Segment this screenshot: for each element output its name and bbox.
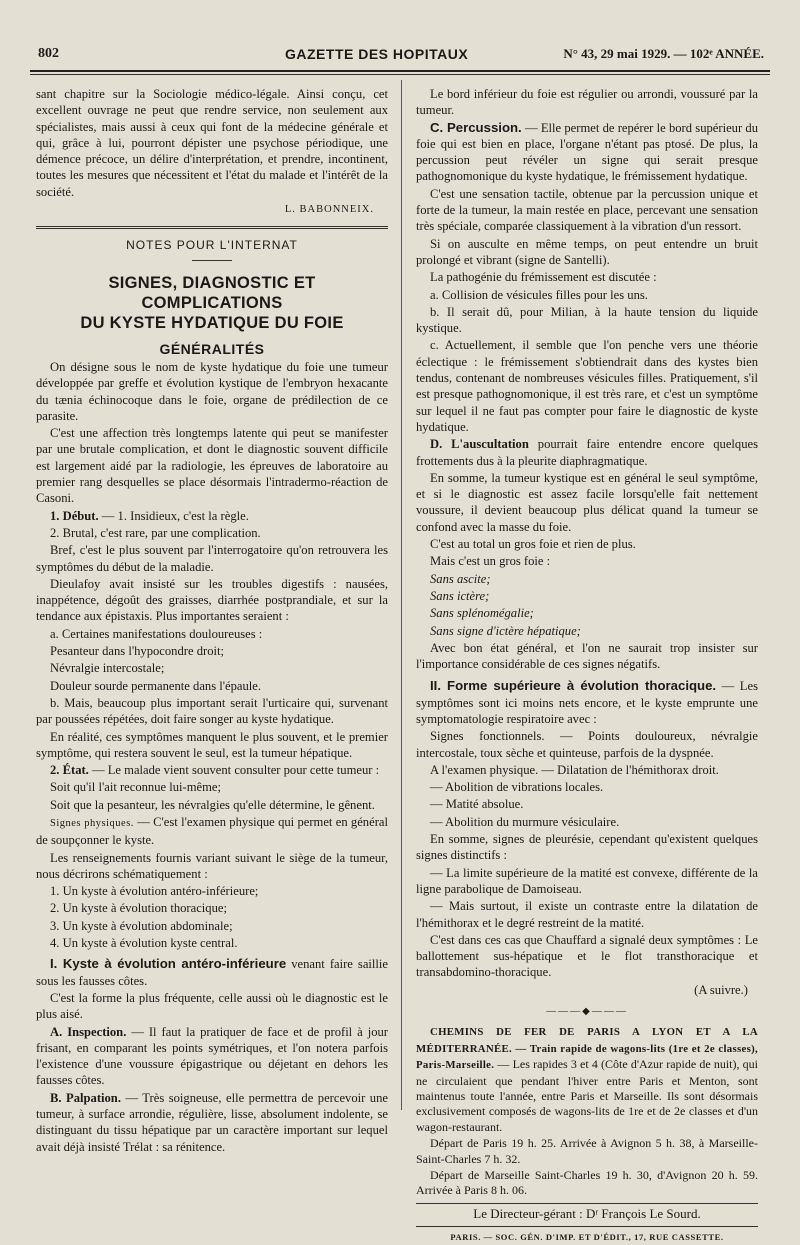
list-item [416, 623, 758, 639]
paragraph: Les renseignements fournis variant suivant le siège de la tumeur, nous décrirons schématiquement : [36, 850, 388, 881]
paragraph: En somme, signes de pleurésie, cependant qu'existent quelques signes distinctifs : [416, 832, 758, 863]
section-divider [36, 226, 388, 229]
printer-line: PARIS. — SOC. GÉN. D'IMP. ET D'ÉDIT., 17, RUE CASSETTE. [450, 1232, 724, 1243]
palpation-text: — Très soigneuse, elle permettra de percevoir une tumeur, à surface arrondie, régulière, lisse, absolument indolente, se distinguant du tissu hépatique par un caractère important sur lequel avait déjà insisté Trélat : sa rénitence. [36, 1090, 388, 1154]
signes-text: — C'est l'examen physique qui permet en général de soupçonner le kyste. [36, 814, 388, 848]
list-item: b. Il serait dû, pour Milian, à la haute tension du liquide kystique. [416, 304, 758, 336]
notes-heading: NOTES POUR L'INTERNAT [126, 238, 298, 253]
paragraph: Signes fonctionnels. — Points douloureux, névralgie intercostale, toux sèche et quinteuse, parfois de la dyspnée. [416, 729, 758, 760]
list-item: 1. Un kyste à évolution antéro-inférieure; [50, 884, 259, 899]
paragraph: Dieulafoy avait insisté sur les troubles digestifs : nausées, inappétence, dégoût des graisses, diarrhée postprandiale, et sur la tendance aux épistaxis. Plus importantes seraient : [36, 576, 388, 624]
list-item-text: Sans signe d'ictère hépatique; [430, 623, 581, 638]
list-item: — Abolition du murmure vésiculaire. [430, 814, 620, 829]
palpation-line [36, 1090, 388, 1155]
paragraph: C'est une affection très longtemps latente qui peut se manifester par une brutale complication, et dont le diagnostic souvent difficile est largement aidé par la radiologie, les épreuves de laboratoire au premier rang desquelles se place désormais l'intradermo-réaction de Casoni. [36, 426, 388, 506]
footer-rule [416, 1226, 758, 1227]
section-heading-tail: — Les symptômes sont ici moins nets encore, et le kyste emprunte une symptomatologie respiratoire avec : [416, 679, 758, 726]
rail-heading-line [416, 1024, 758, 1135]
list-item: 4. Un kyste à évolution kyste central. [50, 936, 238, 951]
paragraph: En réalité, ces symptômes manquent le plus souvent, et le premier symptôme, qui restera souvent le seul, est la tumeur hépatique. [36, 729, 388, 760]
article-title-line1: SIGNES, DIAGNOSTIC ET COMPLICATIONS [108, 273, 316, 312]
column-separator [401, 80, 402, 1110]
director-line: Le Directeur-gérant : Dʳ François Le Sourd. [473, 1205, 701, 1221]
percussion-label: C. Percussion. [430, 119, 522, 135]
paragraph: Mais c'est un gros foie : [430, 554, 551, 569]
rail-paragraph: Départ de Paris 19 h. 25. Arrivée à Avignon 5 h. 38, à Marseille-Saint-Charles 7 h. 32. [416, 1136, 758, 1166]
paragraph: Si on ausculte en même temps, on peut entendre un bruit prolongé et vibrant (signe de Santelli). [416, 236, 758, 267]
list-item [416, 605, 758, 621]
journal-title: GAZETTE DES HOPITAUX [285, 46, 469, 62]
rail-text: — Les rapides 3 et 4 (Côte d'Azur rapide de nuit), qui ne circulaient que pendant l'hiver entre Paris et Menton, sont maintenus toute l'année, entre Paris et Marseille. Ils sont désormais exclusivement composés de wagons-lits de 1re et de 2e classes et d'un wagon-restaurant. [416, 1057, 758, 1134]
railway-notice [416, 1024, 758, 1198]
debut-text: — 1. Insidieux, c'est la règle. [101, 508, 249, 523]
list-item: — Matité absolue. [430, 797, 524, 812]
list-item: — La limite supérieure de la matité est convexe, différente de la ligne parabolique de Damoiseau. [416, 865, 758, 896]
section-heading-line [416, 678, 758, 727]
list-item [416, 588, 758, 604]
list-item: Pesanteur dans l'hypocondre droit; [50, 644, 224, 659]
list-item: — Abolition de vibrations locales. [430, 780, 604, 795]
list-item: a. Collision de vésicules filles pour les uns. [430, 287, 648, 302]
list-item: Avec bon état général, et l'on ne saurait trop insister sur l'importance considérable de ces signes négatifs. [416, 640, 758, 672]
article-title-line2: DU KYSTE HYDATIQUE DU FOIE [80, 313, 344, 332]
rail-heading: CHEMINS DE FER DE PARIS A LYON ET A LA MÉDITERRANÉE. — Train rapide de wagons-lits (1re et 2e classes), Paris-Marseille. [416, 1026, 758, 1072]
paragraph: On désigne sous le nom de kyste hydatique du foie une tumeur développée par greffe et évolution kystique de l'embryon hexacante du tænia échinocoque dans le foie, organe de prédilection de ce parasite. [36, 359, 388, 423]
list-item [416, 571, 758, 587]
list-item: Soit que la pesanteur, les névralgies qu'elle détermine, le gênent. [50, 797, 375, 812]
header-rule-thin [30, 74, 770, 75]
header-rule [30, 70, 770, 72]
debut-line [36, 508, 388, 524]
etat-text: — Le malade vient souvent consulter pour cette tumeur : [91, 763, 380, 778]
list-item-text: Sans ictère; [430, 588, 490, 603]
paragraph: Le bord inférieur du foie est régulier ou arrondi, voussuré par la tumeur. [416, 87, 758, 118]
paragraph: C'est dans ces cas que Chauffard a signalé deux symptômes : Le ballottement sus-hépatique et le flot transthoracique et transabdomino-thoracique. [416, 932, 758, 980]
list-heading: a. Certaines manifestations douloureuses : [50, 626, 263, 641]
list-item: Douleur sourde permanente dans l'épaule. [50, 678, 262, 693]
to-be-continued: (A suivre.) [694, 982, 748, 997]
percussion-text: — Elle permet de repérer le bord supérieur du foie qui est bien en place, l'organe n'étant pas ptosé. De plus, la percussion peut révéler un signe qui serait presque pathognomonique du kyste hydatique, le frémissement hydatique. [416, 120, 758, 184]
signes-label: Signes physiques. [50, 817, 134, 829]
footer-rule [416, 1203, 758, 1204]
list-item-text: Sans ascite; [430, 571, 491, 586]
ornament-divider: ———◆——— [546, 1006, 628, 1018]
paragraph: En somme, la tumeur kystique est en général le seul symptôme, et si le diagnostic est assez facile lorsqu'elle fait nettement voussure, il devient beaucoup plus délicat quand la tumeur se confond avec la masse du foie. [416, 470, 758, 534]
debut-label: 1. Début. [50, 508, 99, 523]
signes-line [36, 814, 388, 849]
auscultation-text: pourrait faire entendre encore quelques frottements dus à la pleurite diaphragmatique. [416, 437, 759, 468]
list-item: c. Actuellement, il semble que l'on penche vers une théorie éclectique : le frémissement s'obtiendrait dans des kystes bien tendus, contenant de nombreuses vésicules filles. Pratiquement, s'il est presque pathognomonique, il est très rare, et c'est un symptôme sur lequel il ne faut pas compter pour faire le diagnostic de kyste hydatique. [416, 338, 758, 434]
article-subtitle: GÉNÉRALITÉS [159, 340, 265, 357]
short-rule [192, 260, 232, 261]
paragraph: A l'examen physique. — Dilatation de l'hémithorax droit. [430, 762, 719, 777]
list-item-text: Sans splénomégalie; [430, 606, 534, 621]
auscultation-label: D. L'auscultation [430, 437, 529, 452]
left-column [36, 86, 388, 1156]
auscultation-line [416, 436, 758, 469]
inspection-line [36, 1024, 388, 1089]
list-item: — Mais surtout, il existe un contraste entre la dilatation de l'hémithorax et le degré restreint de la matité. [416, 899, 758, 930]
section-heading: I. Kyste à évolution antéro-inférieure [50, 956, 287, 972]
paragraph: C'est une sensation tactile, obtenue par la percussion unique et forte de la tumeur, la main restée en place, percevant une sensation très spéciale, comparée classiquement à la vibration d'un ressort. [416, 186, 758, 234]
palpation-label: B. Palpation. [50, 1090, 121, 1105]
section-heading: II. Forme supérieure à évolution thoracique. [430, 678, 717, 694]
etat-line [36, 762, 388, 778]
paragraph: La pathogénie du frémissement est discutée : [430, 270, 657, 285]
paragraph: C'est la forme la plus fréquente, celle aussi où le diagnostic est le plus aisé. [36, 990, 388, 1022]
section-heading-line [36, 956, 388, 989]
inspection-label: A. Inspection. [50, 1024, 127, 1039]
rail-paragraph: Départ de Marseille Saint-Charles 19 h. 30, d'Avignon 20 h. 59. Arrivée à Paris 8 h. 06. [416, 1167, 758, 1198]
etat-label: 2. État. [50, 763, 89, 778]
paragraph: b. Mais, beaucoup plus important serait l'urticaire qui, survenant par poussées répétées, doit faire songer au kyste hydatique. [36, 695, 388, 727]
review-signature: L. BABONNEIX. [284, 204, 374, 216]
percussion-line [416, 120, 758, 185]
review-paragraph: sant chapitre sur la Sociologie médico-légale. Ainsi conçu, cet excellent ouvrage ne peut que rendre service, non seulement aux spécialistes, mais aussi à ceux qui font de la médecine générale et qui, grâce à lui, pourront dépister une psychose périodique, une démence précoce, un délire d'interprétation, et prendre, incontinent, toutes les mesures que nécessitent et l'état du malade et l'intérêt de la société. [36, 87, 388, 199]
list-item: Soit qu'il l'ait reconnue lui-même; [50, 780, 222, 795]
paragraph: Bref, c'est le plus souvent par l'interrogatoire qu'on retrouvera les symptômes du début de la maladie. [36, 543, 388, 574]
debut-item: 2. Brutal, c'est rare, par une complication. [50, 525, 261, 540]
issue-info: N° 43, 29 mai 1929. — 102ᵉ ANNÉE. [563, 46, 764, 61]
page-header [30, 44, 770, 66]
page-number: 802 [38, 46, 59, 61]
right-column [416, 86, 758, 1245]
inspection-text: — Il faut la pratiquer de face et de profil à jour frisant, en comparant les points symétriques, et l'on notera parfois l'existence d'une voussure épigastrique ou déjetant en dehors les fausses côtes. [36, 1024, 388, 1088]
section-heading-tail: venant faire saillie sous les fausses côtes. [36, 957, 389, 988]
list-item: Névralgie intercostale; [50, 661, 165, 676]
paragraph: C'est au total un gros foie et rien de plus. [430, 537, 636, 552]
list-item: 2. Un kyste à évolution thoracique; [50, 901, 227, 916]
list-item: 3. Un kyste à évolution abdominale; [50, 918, 233, 933]
